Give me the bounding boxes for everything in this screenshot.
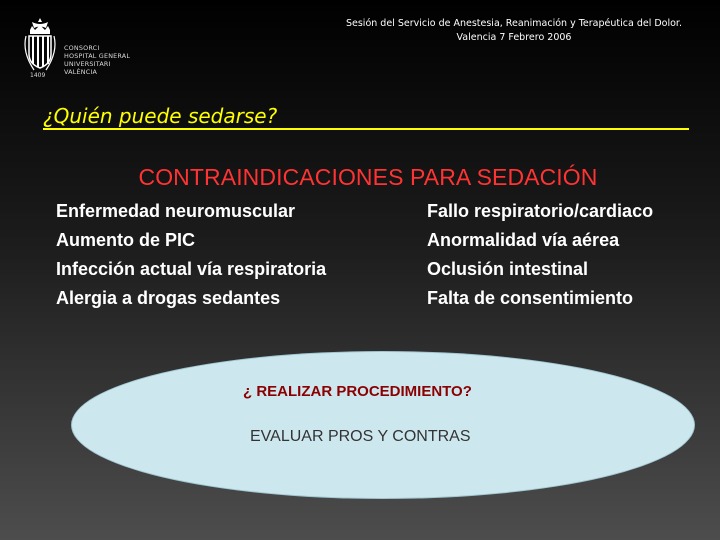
hospital-logo [16, 16, 156, 82]
list-item: Anormalidad vía aérea [427, 230, 620, 250]
list-item: Alergia a drogas sedantes [56, 288, 281, 308]
session-info [324, 17, 704, 45]
list-item: Aumento de PIC [56, 230, 196, 250]
list-item: Falta de consentimiento [427, 288, 634, 308]
list-item: Oclusión intestinal [427, 259, 589, 279]
decision-ellipse [72, 352, 694, 498]
procedure-question: ¿ REALIZAR PROCEDIMIENTO? [243, 383, 472, 400]
right-contraindications-list [427, 197, 653, 313]
logo-line: UNIVERSITARI [64, 60, 111, 68]
logo-line: CONSORCI [64, 44, 100, 52]
session-date: Valencia 7 Febrero 2006 [456, 32, 572, 43]
left-contraindications-list [56, 197, 326, 313]
evaluate-instruction: EVALUAR PROS Y CONTRAS [250, 428, 471, 445]
logo-line: HOSPITAL GENERAL [64, 52, 131, 60]
title-underline [43, 128, 689, 130]
list-item: Fallo respiratorio/cardiaco [427, 201, 654, 221]
session-title: Sesión del Servicio de Anestesia, Reanimación y Terapéutica del Dolor. [345, 18, 682, 29]
list-item: Enfermedad neuromuscular [56, 201, 296, 221]
section-title: ¿Quién puede sedarse? [43, 104, 278, 128]
logo-text [64, 44, 154, 76]
logo-seal-text: 1409 [30, 72, 46, 79]
logo-line: VALÈNCIA [64, 68, 98, 76]
list-item: Infección actual vía respiratoria [56, 259, 327, 279]
main-title: CONTRAINDICACIONES PARA SEDACIÓN [138, 164, 598, 190]
